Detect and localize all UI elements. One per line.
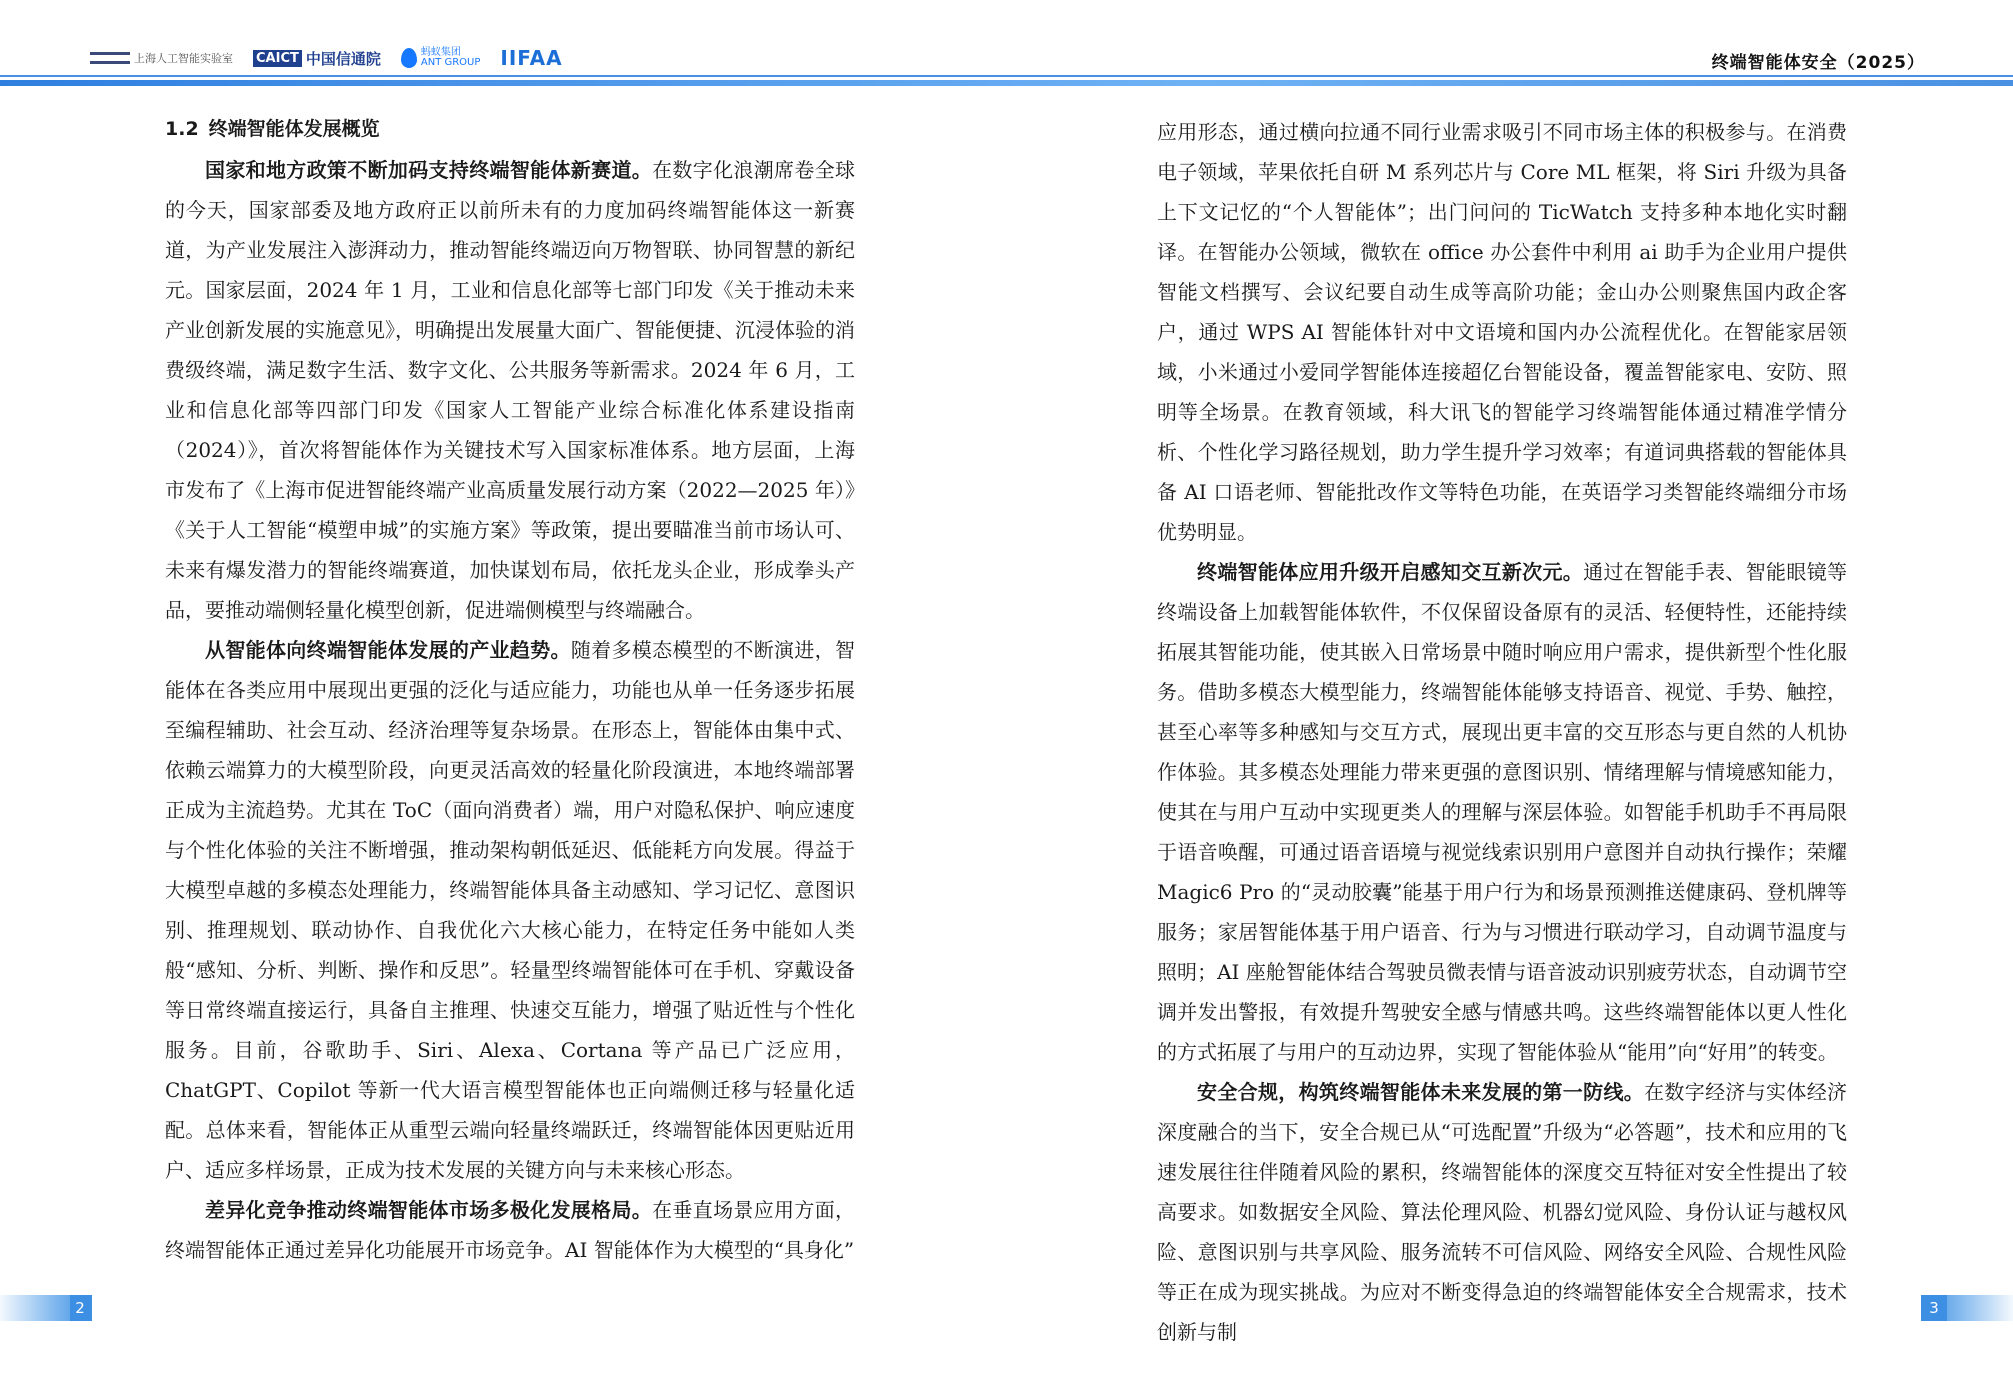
paragraph-text: 在垂直场景应用方面，终端智能体正通过差异化功能展开市场竞争。AI 智能体作为大模型的“具身化”	[165, 1198, 856, 1262]
paragraph-text: 在数字经济与实体经济深度融合的当下，安全合规已从“可选配置”升级为“必答题”，技术和应用的飞速发展往往伴随着风险的累积，终端智能体的深度交互特征对安全性提出了较高要求。如数据安全风险、算法伦理风险、机器幻觉风险、身份认证与越权风险、意图识别与共享风险、服务流转不可信风险、网络安全风险、合规性风险等正在成为现实挑战。为应对不断变得急迫的终端智能体安全合规需求，技术创新与制	[1157, 1080, 1848, 1344]
page-number-right	[1921, 1295, 2013, 1321]
ant-group-logo	[401, 48, 481, 68]
section-heading	[165, 110, 855, 148]
shanghai-ai-lab-logo	[90, 50, 233, 66]
paragraph-lead: 从智能体向终端智能体发展的产业趋势。	[205, 638, 571, 662]
right-page-body	[1157, 112, 1847, 1352]
caict-logo	[253, 48, 381, 69]
paragraph-industry-trend	[165, 630, 855, 1190]
caict-logo-box: CAICT	[253, 50, 302, 67]
shanghai-ai-lab-mark-icon	[90, 52, 130, 64]
document-title: 终端智能体安全（2025）	[1711, 53, 1925, 73]
page-number-left	[0, 1295, 92, 1321]
page-number-value: 3	[1921, 1295, 1947, 1321]
iifaa-logo-text: IIFAA	[500, 46, 563, 70]
paragraph-text: 应用形态，通过横向拉通不同行业需求吸引不同市场主体的积极参与。在消费电子领域，苹果依托自研 M 系列芯片与 Core ML 框架，将 Siri 升级为具备上下文记忆的“个人智能体”；出门问问的 TicWatch 支持多种本地化实时翻译。在智能办公领域，微软在 office 办公套件中利用 ai 助手为企业用户提供智能文档撰写、会议纪要自动生成等高阶功能；金山办公则聚焦国内政企客户，通过 WPS AI 智能体针对中文语境和国内办公流程优化。在智能家居领域，小米通过小爱同学智能体连接超亿台智能设备，覆盖智能家电、安防、照明等全场景。在教育领域，科大讯飞的智能学习终端智能体通过精准学情分析、个性化学习路径规划，助力学生提升学习效率；有道词典搭载的智能体具备 AI 口语老师、智能批改作文等特色功能，在英语学习类智能终端细分市场优势明显。	[1157, 120, 1847, 544]
paragraph-lead: 安全合规，构筑终端智能体未来发展的第一防线。	[1197, 1080, 1645, 1104]
paragraph-policy	[165, 150, 855, 630]
header-rule-thin	[0, 75, 2013, 77]
section-number: 1.2	[165, 118, 199, 140]
section-title: 终端智能体发展概览	[208, 118, 380, 140]
paragraph-interaction-upgrade	[1157, 552, 1847, 1072]
paragraph-text: 在数字化浪潮席卷全球的今天，国家部委及地方政府正以前所未有的力度加码终端智能体这一新赛道，为产业发展注入澎湃动力，推动智能终端迈向万物智联、协同智慧的新纪元。国家层面，2024 年 1 月，工业和信息化部等七部门印发《关于推动未来产业创新发展的实施意见》，明确提出发展量大面广、智能便捷、沉浸体验的消费级终端，满足数字生活、数字文化、公共服务等新需求。2024 年 6 月，工业和信息化部等四部门印发《国家人工智能产业综合标准化体系建设指南（2024）》，首次将智能体作为关键技术写入国家标准体系。地方层面，上海市发布了《上海市促进智能终端产业高质量发展行动方案（2022—2025 年）》《关于人工智能“模塑申城”的实施方案》等政策，提出要瞄准当前市场认可、未来有爆发潜力的智能终端赛道，加快谋划布局，依托龙头企业，形成拳头产品，要推动端侧轻量化模型创新，促进端侧模型与终端融合。	[165, 158, 856, 622]
caict-logo-text: 中国信通院	[305, 49, 381, 68]
paragraph-lead: 国家和地方政策不断加码支持终端智能体新赛道。	[205, 158, 653, 182]
ant-group-drop-icon	[401, 48, 417, 68]
left-page-body	[165, 110, 855, 1270]
paragraph-lead: 差异化竞争推动终端智能体市场多极化发展格局。	[205, 1198, 653, 1222]
shanghai-ai-lab-name: 上海人工智能实验室	[134, 52, 233, 65]
partner-logos	[90, 44, 563, 72]
paragraph-lead: 终端智能体应用升级开启感知交互新次元。	[1197, 560, 1584, 584]
paragraph-text: 通过在智能手表、智能眼镜等终端设备上加载智能体软件，不仅保留设备原有的灵活、轻便特性，还能持续拓展其智能功能，使其嵌入日常场景中随时响应用户需求，提供新型个性化服务。借助多模态大模型能力，终端智能体能够支持语音、视觉、手势、触控，甚至心率等多种感知与交互方式，展现出更丰富的交互形态与更自然的人机协作体验。其多模态处理能力带来更强的意图识别、情绪理解与情境感知能力，使其在与用户互动中实现更类人的理解与深层体验。如智能手机助手不再局限于语音唤醒，可通过语音语境与视觉线索识别用户意图并自动执行操作；荣耀 Magic6 Pro 的“灵动胶囊”能基于用户行为和场景预测推送健康码、登机牌等服务；家居智能体基于用户语音、行为与习惯进行联动学习，自动调节温度与照明；AI 座舱智能体结合驾驶员微表情与语音波动识别疲劳状态，自动调节空调并发出警报，有效提升驾驶安全感与情感共鸣。这些终端智能体以更人性化的方式拓展了与用户的互动边界，实现了智能体验从“能用”向“好用”的转变。	[1157, 560, 1848, 1064]
iifaa-logo	[500, 46, 562, 70]
ant-group-logo-en: ANT GROUP	[420, 57, 481, 68]
paragraph-security-compliance	[1157, 1072, 1847, 1352]
paragraph-text: 随着多模态模型的不断演进，智能体在各类应用中展现出更强的泛化与适应能力，功能也从单一任务逐步拓展至编程辅助、社会互动、经济治理等复杂场景。在形态上，智能体由集中式、依赖云端算力的大模型阶段，向更灵活高效的轻量化阶段演进，本地终端部署正成为主流趋势。尤其在 ToC（面向消费者）端，用户对隐私保护、响应速度与个性化体验的关注不断增强，推动架构朝低延迟、低能耗方向发展。得益于大模型卓越的多模态处理能力，终端智能体具备主动感知、学习记忆、意图识别、推理规划、联动协作、自我优化六大核心能力，在特定任务中能如人类般“感知、分析、判断、操作和反思”。轻量型终端智能体可在手机、穿戴设备等日常终端直接运行，具备自主推理、快速交互能力，增强了贴近性与个性化服务。目前，谷歌助手、Siri、Alexa、Cortana 等产品已广泛应用，ChatGPT、Copilot 等新一代大语言模型智能体也正向端侧迁移与轻量化适配。总体来看，智能体正从重型云端向轻量终端跃迁，终端智能体因更贴近用户、适应多样场景，正成为技术发展的关键方向与未来核心形态。	[165, 638, 856, 1182]
page-header	[0, 0, 2013, 86]
paragraph-continued	[1157, 112, 1847, 552]
ant-group-logo-cn: 蚂蚁集团	[420, 47, 461, 58]
paragraph-market-competition	[165, 1190, 855, 1270]
page-number-value: 2	[70, 1295, 90, 1321]
header-rule-thick	[0, 80, 2013, 86]
